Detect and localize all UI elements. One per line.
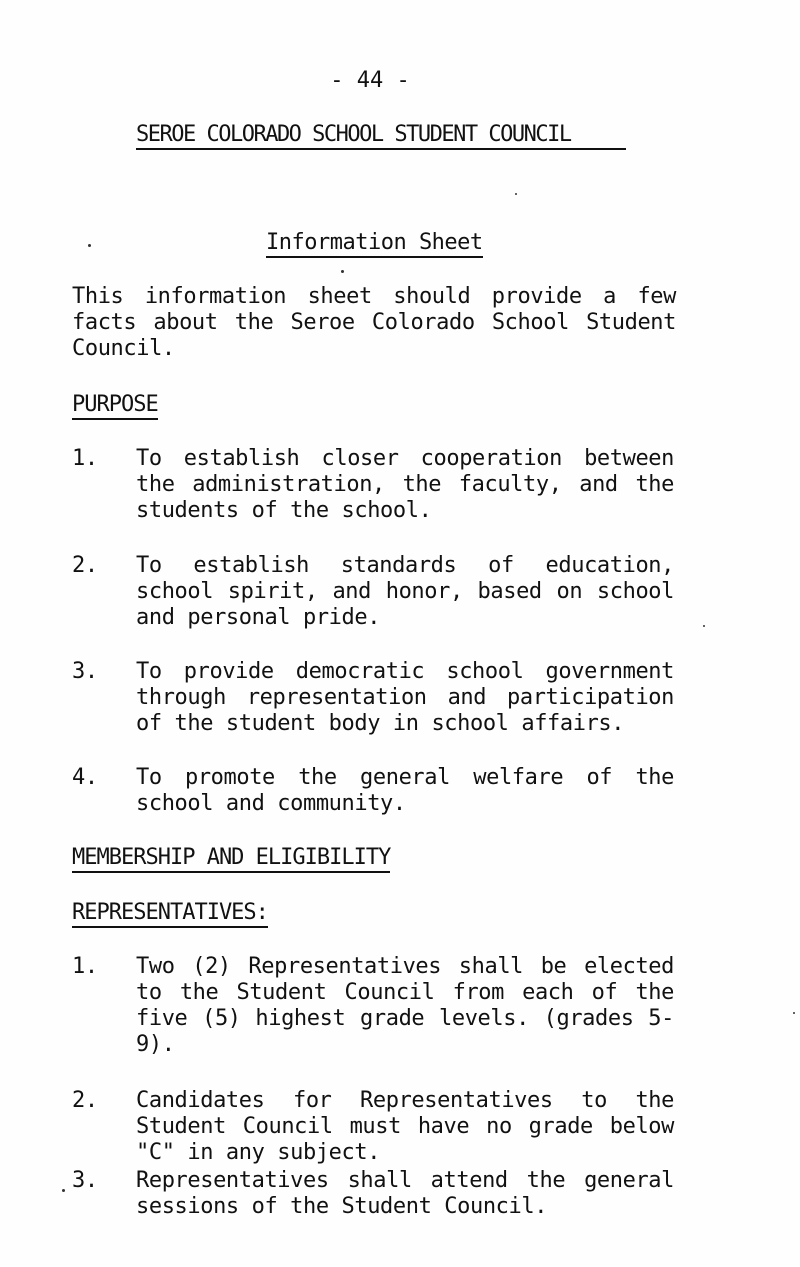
- representatives-item-3: [72, 1168, 676, 1220]
- item-number: 2.: [72, 1088, 98, 1113]
- scan-speck: [703, 625, 705, 627]
- item-number: 4.: [72, 765, 98, 790]
- scan-speck: [793, 1012, 795, 1014]
- intro-paragraph: This information sheet should provide a few facts about the Seroe Colorado School Student Council.: [72, 284, 676, 361]
- item-number: 3.: [72, 1168, 98, 1193]
- purpose-item-3: [72, 659, 676, 737]
- representatives-item-1: [72, 954, 676, 1058]
- scan-speck: [515, 193, 517, 195]
- item-text: To establish standards of education, school spirit, and honor, based on school and personal pride.: [136, 553, 674, 630]
- document-subtitle: Information Sheet: [266, 230, 483, 258]
- purpose-item-1: [72, 446, 676, 524]
- purpose-item-4: [72, 765, 676, 817]
- document-title: SEROE COLORADO SCHOOL STUDENT COUNCIL: [136, 122, 626, 150]
- item-text: To establish closer cooperation between the administration, the faculty, and the students of the school.: [136, 446, 674, 523]
- item-number: 3.: [72, 659, 98, 684]
- item-number: 2.: [72, 553, 98, 578]
- scan-speck: [341, 270, 344, 273]
- item-number: 1.: [72, 954, 98, 979]
- purpose-heading: PURPOSE: [72, 392, 158, 420]
- item-text: To provide democratic school government through representation and participation of the student body in school affairs.: [136, 659, 674, 736]
- scan-speck: [88, 244, 91, 247]
- item-text: Representatives shall attend the general sessions of the Student Council.: [136, 1168, 674, 1219]
- scan-speck: [62, 1189, 65, 1192]
- page-number: - 44 -: [330, 68, 410, 93]
- item-text: To promote the general welfare of the school and community.: [136, 765, 674, 816]
- item-text: Candidates for Representatives to the Student Council must have no grade below "C" in any subject.: [136, 1088, 674, 1165]
- item-text: Two (2) Representatives shall be elected to the Student Council from each of the five (5) highest grade levels. (grades 5-9).: [136, 954, 674, 1057]
- item-number: 1.: [72, 446, 98, 471]
- purpose-item-2: [72, 553, 676, 631]
- representatives-heading: REPRESENTATIVES:: [72, 900, 268, 928]
- membership-heading: MEMBERSHIP AND ELIGIBILITY: [72, 845, 390, 873]
- representatives-item-2: [72, 1088, 676, 1166]
